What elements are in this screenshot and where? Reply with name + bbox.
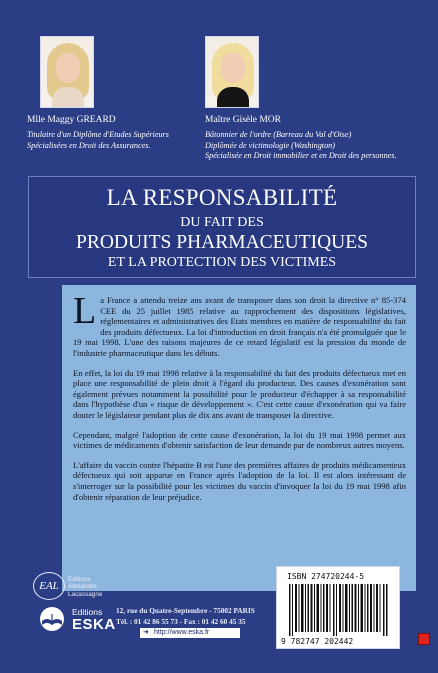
title-line-2: DU FAIT DES: [180, 215, 264, 230]
eska-book-logo-icon: [36, 606, 68, 632]
eal-logo-text: EAL: [39, 580, 59, 592]
summary-paragraph-4: L'affaire du vaccin contre l'hépatite B est l'une des premières affaires de produits médicamenteux défectueux qui soit apparue en France après l'adoption de la loi. Il est alors intéressant de s'interroger sur la possibilité pour les victimes du vaccin d'invoquer la loi du 19 mai 1998 afin d'obtenir réparation de leur préjudice.: [73, 459, 406, 502]
publisher-address: [116, 606, 255, 627]
title-panel: [28, 176, 416, 278]
summary-paragraph-3: Cependant, malgré l'adoption de cette cause d'exonération, la loi du 19 mai 1998 permet aux victimes de médicaments d'obtenir satisfaction de leur demande par de nombreux autres moyens.: [73, 429, 406, 451]
barcode-panel: [276, 566, 400, 649]
eal-publisher-name: [68, 576, 102, 598]
author-photo-greard: [40, 36, 94, 108]
red-corner-mark: [418, 633, 430, 645]
author-desc-mor-3: Spécialisée en Droit immobilier et en Droit des personnes.: [205, 151, 397, 160]
eska-line-1: Editions: [72, 607, 103, 617]
summary-panel: [62, 285, 416, 591]
author-desc-greard-1: Titulaire d'un Diplôme d'Etudes Supérieurs: [27, 130, 169, 139]
author-name-greard: Mlle Maggy GREARD: [27, 115, 116, 125]
author-desc-mor-1: Bâtonnier de l'ordre (Barreau du Val d'Oise): [205, 130, 352, 139]
barcode-number: 9 782747 202442: [281, 637, 354, 646]
publisher-url-link[interactable]: [140, 628, 240, 638]
eska-publisher-name: [72, 607, 116, 632]
title-line-4: ET LA PROTECTION DES VICTIMES: [107, 255, 337, 270]
eal-line-1: Editions: [68, 576, 91, 583]
url-text: http://www.eska.fr: [154, 629, 210, 636]
eal-line-2: Alexandre: [68, 583, 97, 591]
isbn-text: ISBN 274720244-5: [287, 572, 365, 581]
author-name-mor: Maître Gisèle MOR: [205, 115, 281, 125]
phone-line: Tél. : 01 42 86 55 73 - Fax : 01 42 60 45 35: [116, 616, 246, 626]
eska-line-2: ESKA: [72, 616, 116, 633]
title-line-3: PRODUITS PHARMACEUTIQUES: [76, 232, 368, 253]
barcode-icon: [289, 584, 389, 636]
eal-line-3: Lacassagne: [68, 590, 103, 598]
arrow-right-icon: ➜: [143, 629, 149, 636]
eal-logo-icon: [33, 572, 65, 600]
title-line-1: LA RESPONSABILITÉ: [106, 185, 338, 210]
author-desc-mor-2: Diplômée de victimologie (Washington): [205, 140, 335, 150]
author-photo-mor: [205, 36, 259, 108]
summary-paragraph-1: La France a attendu treize ans avant de transposer dans son droit la directive n° 85-374 CEE du 25 juillet 1985 relative au rapprochement des dispositions législatives, réglementaires et administratives des Etats membres en matière de responsabilité du fait des produits défectueux. La loi d'introduction en droit français n'a été promulguée que le 19 mai 1998. L'une des raisons majeures de ce retard législatif est la pression du monde de l'industrie pharmaceutique dans les débuts.: [73, 290, 406, 358]
address-line: 12, rue du Quatre-Septembre - 75002 PARIS: [116, 606, 255, 615]
author-desc-greard-2: Spécialisées en Droit des Assurances.: [27, 140, 151, 150]
summary-paragraph-2: En effet, la loi du 19 mai 1998 relative à la responsabilité du fait des produits défectueux met en place une responsabilité de plein droit à l'égard du producteur. Des causes d'exonération sont également prévues notamment la possibilité pour le producteur d'échapper à sa responsabilité dans l'hypothèse d'un « risque de développement ». C'est cette cause d'exonération qui va faire douter le législateur pendant plus de dix ans avant de transposer la directive.: [73, 367, 406, 420]
